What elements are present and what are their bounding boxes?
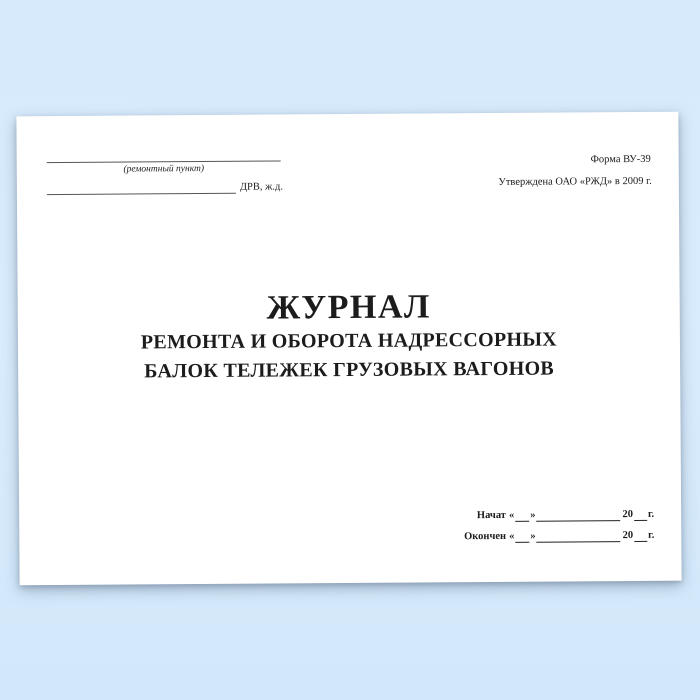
date-finished-row: [464, 529, 654, 543]
close-quote: »: [530, 509, 536, 521]
date-started-day-blank: [515, 510, 529, 522]
date-finished-day-blank: [515, 531, 529, 543]
repair-point-caption: (ремонтный пункт): [123, 164, 205, 175]
open-quote: «: [509, 530, 515, 542]
journal-subtitle: [18, 325, 680, 388]
journal-subtitle-line1: РЕМОНТА И ОБОРОТА НАДРЕССОРНЫХ: [140, 328, 558, 354]
depot-suffix-label: ДРВ, ж.д.: [239, 181, 284, 193]
year-suffix: г.: [648, 529, 655, 541]
date-finished-month-blank: [537, 530, 621, 543]
journal-subtitle-line2: БАЛОК ТЕЛЕЖЕК ГРУЗОВЫХ ВАГОНОВ: [144, 357, 555, 383]
repair-point-blank-line: [47, 145, 281, 163]
depot-blank-line: [47, 181, 236, 195]
date-finished-year-blank: [634, 530, 647, 542]
journal-cover-page: [16, 112, 681, 586]
date-started-row: [477, 508, 654, 522]
date-finished-label: Окончен: [464, 530, 507, 543]
open-quote: «: [508, 509, 515, 521]
form-approval-label: Утверждена ОАО «РЖД» в 2009 г.: [498, 175, 652, 188]
year-prefix: 20: [622, 530, 634, 542]
journal-title: ЖУРНАЛ: [266, 288, 431, 327]
depot-row: [47, 180, 287, 195]
year-suffix: г.: [647, 508, 655, 520]
date-started-label: Начат: [476, 509, 506, 522]
year-prefix: 20: [622, 509, 633, 521]
date-started-year-blank: [634, 509, 647, 521]
form-number-label: Форма ВУ-39: [590, 153, 651, 166]
date-started-month-blank: [536, 509, 620, 522]
close-quote: »: [530, 530, 536, 542]
